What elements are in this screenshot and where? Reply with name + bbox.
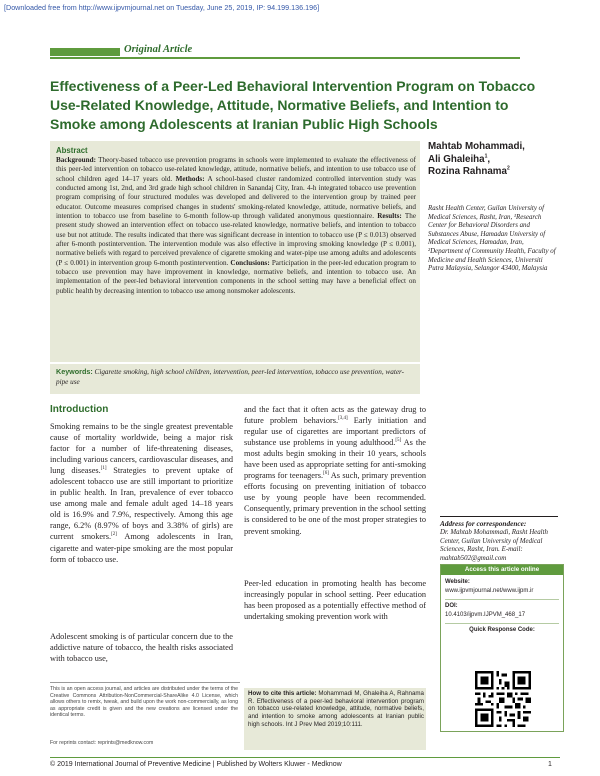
citation-label: How to cite this article: [248,690,317,697]
qr-code-icon[interactable] [475,671,531,727]
keywords-text: Cigarette smoking, high school children, intervention, peer-led intervention, tobacco use prevention, water-pipe use [56,368,405,386]
ref-3-4[interactable]: [3,4] [338,416,348,422]
intro-p1b: Strategies to prevent uptake of adolescent tobacco use are still important to prioritize in public health. In Iran, prevalence of ever tobacco use among male and female adult aged 14–18 years old is 16.9% and 7.9%, respectively. Among this age range, 6.2% (8.97% of boys and 3.38% of girls) are current smokers. [50,466,234,542]
intro-c2b: Early initiation and regular use of cigarettes are important predictors of substance use problems in young adulthood. [244,416,426,448]
author-3-sup: 2 [506,165,510,172]
ref-6[interactable]: [6] [323,471,329,477]
reprints-contact[interactable]: For reprints contact: reprints@medknow.com [50,740,154,746]
intro-p1a: Smoking remains to be the single greatest preventable cause of mortality worldwide, being a major risk factor for a number of life-threatening diseases, including various cancers, cardiovascular diseases, and lung diseases. [50,422,233,476]
results-label: Results: [377,212,402,221]
doi-label: DOI: [445,603,458,609]
author-3-name: Rozina Rahnama [428,166,507,177]
citation-text: Mohammadi M, Ghaleiha A, Rahnama R. Effectiveness of a peer-led behavioral intervention program on tobacco use-related knowledge, attitude, normative beliefs, and intention to smoke among adolescents at Iranian public high schools. Int J Prev Med 2019;10:111. [248,690,424,728]
methods-text: A school-based cluster randomized controlled intervention study was conducted among 1st, 2nd, and 3rd grade high school children in Sanandaj City, Iran. 4-h integrated tobacco use prevention program comprising of four structured modules was developed and delivered to the intervention group by trained peer educator. Outcome measures comprised changes in students' smoking-related knowledge, attitude, normative beliefs, and intention to tobacco use from baseline to 6-month follow-up through validated anonymous questionnaire. [56,174,417,221]
access-separator-2 [445,623,559,624]
section-marker [50,48,120,56]
author-1: Mahtab Mohammadi, [428,141,525,152]
footer-text: © 2019 International Journal of Preventive Medicine | Published by Wolters Kluwer - Medknow [50,761,342,768]
author-2-sup: 1 [484,153,488,160]
author-3 [428,166,558,179]
section-bar [50,44,520,58]
intro-p1c: Among adolescents in Iran, cigarette and water-pipe smoking are the most popular form of tobacco use. [50,532,234,564]
abstract-text [56,156,416,296]
footnote-divider [50,682,240,683]
author-2 [428,154,558,167]
access-heading: Access this article online [441,565,563,575]
article-title: Effectiveness of a Peer-Led Behavioral Intervention Program on Tobacco Use-Related Knowledge, Attitude, Normative Beliefs, and Intention to Smoke among Adolescents at Iranian Public High Schools [50,78,536,132]
intro-paragraph-1 [50,421,233,565]
abstract-heading: Abstract [56,146,88,155]
background-label: Background: [56,156,96,164]
author-2-name: Ali Ghaleiha [428,153,485,165]
conclusions-label: Conclusions: [230,258,270,267]
correspondence-heading: Address for correspondence: [440,519,527,528]
access-box [440,564,564,732]
intro-c2c: As the most adults begin smoking in their 10 years, schools have been used as appropriate setting for anti-smoking programs for teenagers. [244,438,426,481]
intro-column-2 [244,404,426,537]
background-text: Theory-based tobacco use prevention programs in schools were implemented to evaluate the effectiveness of this peer-led intervention on tobacco use-related knowledge, attitude, normative beliefs, and intention to use tobacco use of school children aged 14–17 years old. [56,156,416,183]
author-2-comma: , [487,153,491,165]
intro-c2a: and the fact that it often acts as the gateway drug to future problem behaviors. [244,405,426,426]
conclusions-text: Participation in the peer-led education program to tobacco use prevention may have improvement in knowledge, normative beliefs, and intention to tobacco use. An implementation of the peer-led behavioral intervention components in the school setting may have a beneficial effect on public health by decreasing intention to tobacco use among nonsmoker adolescents. [56,258,416,295]
page-number: 1 [548,761,552,768]
keywords [56,367,416,387]
section-rule [50,57,520,59]
ref-2[interactable]: [2] [111,532,117,538]
access-separator-1 [445,599,559,600]
footer-rule [50,757,560,758]
correspondence-text: Dr. Mahtab Mohammadi, Rasht Health Center, Guilan University of Medical Sciences, Rasht, Iran. E-mail: mahtab502@gmail.com [440,529,548,562]
correspondence-rule [440,516,558,517]
author-list [428,141,558,179]
doi-link[interactable]: 10.4103/ijpvm.IJPVM_468_17 [445,612,526,618]
methods-label: Methods: [175,174,205,183]
intro-c2d: As such, primary prevention efforts focusing on preventing initiation of tobacco use by young people have been recommended. Consequently, primary prevention in the school setting is considered to be one of the most proper strategies to prevent smoking. [244,471,426,536]
intro-paragraph-3: Peer-led education in promoting health has become increasingly popular in school setting. Peer education has been proposed as a potentially effective method of undertaking smoking prevention work with [244,579,426,622]
ref-5[interactable]: [5] [395,438,402,444]
ref-1[interactable]: [1] [100,466,107,472]
qr-label: Quick Response Code: [469,627,535,633]
citation [248,690,424,728]
download-notice: [Downloaded free from http://www.ijpvmjournal.net on Tuesday, June 25, 2019, IP: 94.199.136.196] [4,3,320,12]
license-notice: This is an open access journal, and articles are distributed under the terms of the Creative Commons Attribution-NonCommercial-ShareAlike 4.0 License, which allows others to remix, tweak, and build upon the work non-commercially, as long as appropriate credit is given and the new creations are licensed under the identical terms. [50,686,238,719]
intro-paragraph-2: Adolescent smoking is of particular concern due to the addictive nature of tobacco, the health risks associated with tobacco use, [50,632,233,664]
affiliations: Rasht Health Center, Guilan University of Medical Sciences, Rasht, Iran, ¹Research Center for Behavioral Disorders and Substances Abuse, Hamadan University of Medical Sciences, Hamadan, Iran, ²Department of Community Health, Faculty of Medicine and Health Sciences, Universiti Putra Malaysia, Selangor 43400, Malaysia [428,205,556,273]
website-link[interactable]: www.ijpvmjournal.net/www.ijpm.ir [445,588,534,594]
keywords-label: Keywords: [56,367,93,376]
intro-heading: Introduction [50,404,109,415]
website-label: Website: [445,579,470,585]
results-text: The present study showed an intervention effect on tobacco use-related knowledge, normative beliefs, and intention to tobacco use but not attitude. The results indicated that there was significant decrease in intention to tobacco use (P ≤ 0.013) observed after 6-month postintervention. The intervention module was also effective in improving smoking knowledge (P ≤ 0.001), normative beliefs with regard to perceived prevalence of cigarette smoking and water-pipe use among adults and adolescents (P ≤ 0.001) in intervention group 6-month postintervention. [56,212,416,267]
section-label: Original Article [124,44,193,55]
